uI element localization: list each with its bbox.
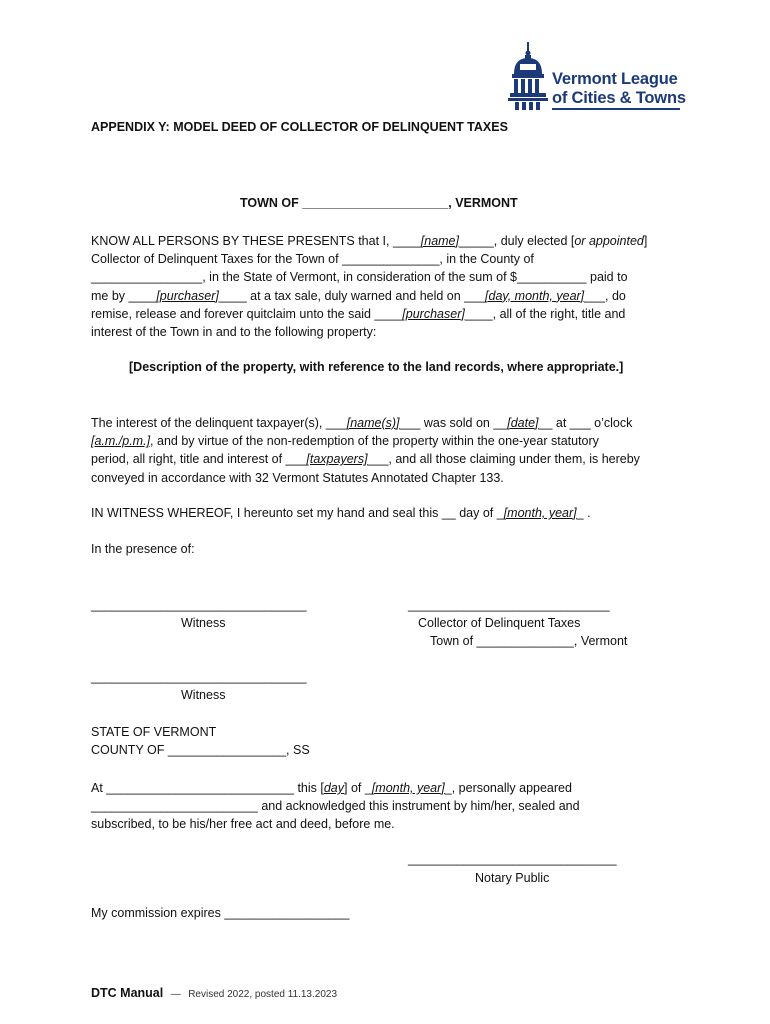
ack-line-3: subscribed, to be his/her free act and deed, before me. bbox=[91, 817, 395, 832]
footer-manual: DTC Manual bbox=[91, 986, 164, 1000]
grant-paragraph bbox=[91, 232, 686, 341]
interest-paragraph bbox=[91, 414, 686, 487]
witness2-label: Witness bbox=[181, 688, 226, 702]
collector-label: Collector of Delinquent Taxes bbox=[418, 616, 581, 630]
purchaser-field-2: [purchaser] bbox=[402, 306, 465, 321]
witness-label: Witness bbox=[181, 616, 226, 630]
name-field: [name] bbox=[420, 234, 459, 248]
interest-line-2: [a.m./p.m.], and by virtue of the non-redemption of the property within the one-year statutory bbox=[91, 434, 599, 449]
taxpayers-field: [taxpayers] bbox=[306, 452, 368, 467]
grant-line-4: me by ____[purchaser]____ at a tax sale, duly warned and held on ___[day, month, year]___, do bbox=[91, 288, 626, 303]
footer bbox=[91, 986, 337, 1000]
ack-line-2: ________________________ and acknowledged this instrument by him/her, sealed and bbox=[91, 799, 580, 814]
in-presence: In the presence of: bbox=[91, 542, 195, 556]
interest-line-4: conveyed in accordance with 32 Vermont Statutes Annotated Chapter 133. bbox=[91, 470, 504, 485]
month-year-field: [month, year] bbox=[503, 506, 577, 520]
date-field: [date] bbox=[507, 416, 539, 430]
state-line: STATE OF VERMONT bbox=[91, 725, 217, 739]
appendix-title: APPENDIX Y: MODEL DEED OF COLLECTOR OF DELINQUENT TAXES bbox=[91, 120, 508, 134]
interest-line-1: The interest of the delinquent taxpayer(s), ___[name(s)]___ was sold on __[date]__ at ___ o’clock bbox=[91, 416, 633, 430]
witness2-signature-line: _______________________________ bbox=[91, 670, 307, 684]
commission-expires: My commission expires __________________ bbox=[91, 906, 350, 920]
notary-label: Notary Public bbox=[475, 871, 550, 885]
town-heading: TOWN OF _____________________, VERMONT bbox=[240, 196, 518, 210]
footer-dash: — bbox=[170, 989, 181, 1000]
purchaser-field: [purchaser] bbox=[156, 288, 219, 303]
footer-revised: Revised 2022, posted 11.13.2023 bbox=[188, 989, 338, 1000]
interest-line-3: period, all right, title and interest of ___[taxpayers]___, and all those claiming under them, is hereby bbox=[91, 452, 640, 467]
logo-line1: Vermont League bbox=[552, 70, 678, 88]
description-note: [Description of the property, with reference to the land records, where appropriate.] bbox=[129, 360, 624, 374]
grant-line-3: ________________, in the State of Vermont, in consideration of the sum of $__________ paid to bbox=[91, 270, 628, 285]
grant-line-5: remise, release and forever quitclaim unto the said ____[purchaser]____, all of the right, title and bbox=[91, 306, 626, 321]
vlct-logo bbox=[506, 42, 686, 114]
ack-line-1: At ___________________________ this [day] of _[month, year]_, personally appeared bbox=[91, 781, 572, 795]
grant-line-1: KNOW ALL PERSONS BY THESE PRESENTS that I, ____[name]_____, duly elected [or appointed] bbox=[91, 234, 648, 248]
grant-line-2: Collector of Delinquent Taxes for the Town of ______________, in the County of bbox=[91, 252, 534, 267]
witness-whereof: IN WITNESS WHEREOF, I hereunto set my hand and seal this __ day of _[month, year]_ . bbox=[91, 506, 591, 520]
witness-signature-line: _______________________________ bbox=[91, 598, 307, 612]
county-line: COUNTY OF _________________, SS bbox=[91, 743, 310, 757]
acknowledgement-paragraph bbox=[91, 779, 686, 834]
ampm-field: [a.m./p.m.] bbox=[91, 434, 151, 449]
logo-line2: of Cities & Towns bbox=[552, 89, 686, 107]
collector-town-line: Town of ______________, Vermont bbox=[430, 634, 628, 648]
logo-underline bbox=[552, 108, 680, 110]
names-field: [name(s)] bbox=[346, 416, 400, 430]
notary-signature-line: ______________________________ bbox=[408, 852, 617, 866]
collector-signature-line: _____________________________ bbox=[408, 598, 610, 612]
grant-line-6: interest of the Town in and to the following property: bbox=[91, 325, 377, 340]
sale-date-field: [day, month, year] bbox=[485, 288, 585, 303]
town-hall-icon bbox=[506, 42, 552, 114]
ack-month-year-field: [month, year] bbox=[371, 781, 445, 795]
day-field: day bbox=[323, 781, 345, 795]
